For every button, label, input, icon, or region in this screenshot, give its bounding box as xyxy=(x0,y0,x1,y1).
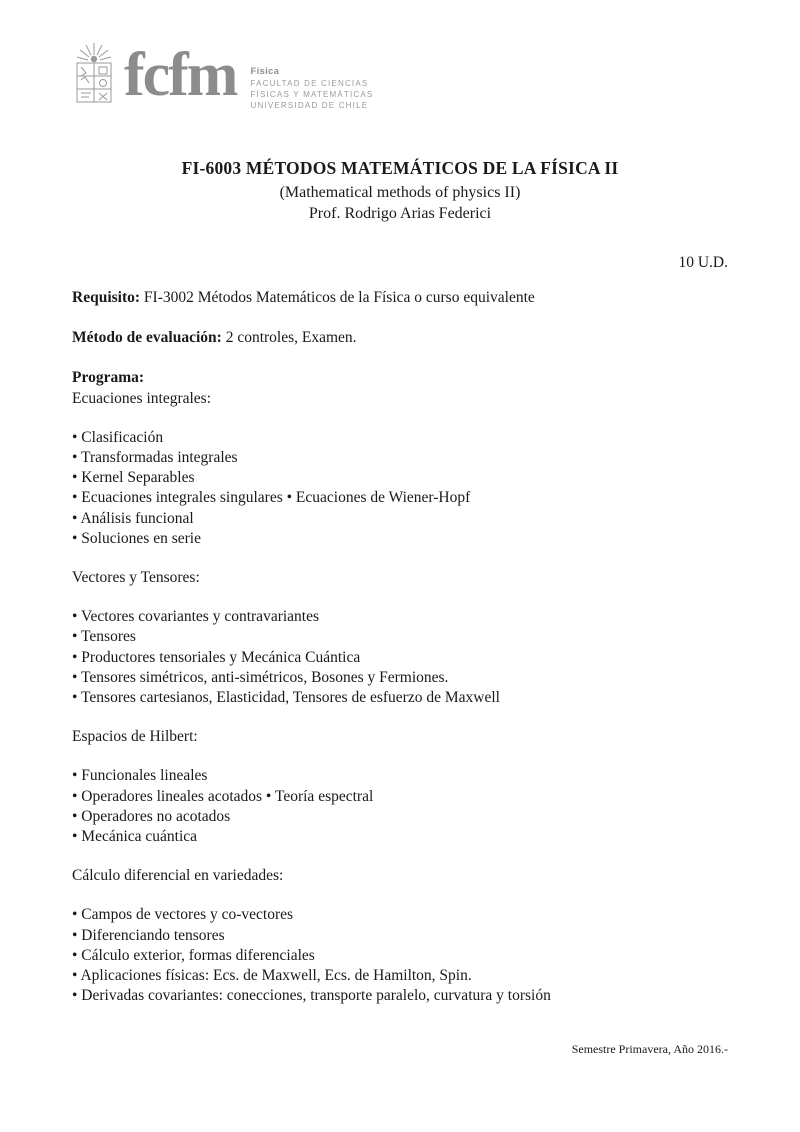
section-heading-1: Vectores y Tensores: xyxy=(72,569,200,587)
section-heading-3: Cálculo diferencial en variedades: xyxy=(72,867,284,885)
spacer xyxy=(72,886,732,905)
list-item: • Análisis funcional xyxy=(72,509,194,527)
requisite-label: Requisito: xyxy=(72,289,141,306)
logo-line-facultad: FACULTAD DE CIENCIAS xyxy=(250,79,369,88)
list-item: • Tensores simétricos, anti-simétricos, Bosones y Fermiones. xyxy=(72,668,449,686)
list-item: • Tensores cartesianos, Elasticidad, Tensores de esfuerzo de Maxwell xyxy=(72,689,500,707)
list-item: • Diferenciando tensores xyxy=(72,926,225,944)
logo-line-universidad: UNIVERSIDAD DE CHILE xyxy=(250,100,369,110)
list-item: • Aplicaciones físicas: Ecs. de Maxwell, Ecs. de Hamilton, Spin. xyxy=(72,967,472,985)
requisite-line xyxy=(72,288,732,308)
page-subtitle: (Mathematical methods of physics II) xyxy=(279,184,521,201)
spacer xyxy=(72,348,732,368)
spacer xyxy=(72,588,732,607)
section-items-2 xyxy=(72,766,732,847)
list-item: • Vectores covariantes y contravariantes xyxy=(72,608,320,626)
logo-line-fisicas: FÍSICAS Y MATEMÁTICAS xyxy=(250,89,374,99)
list-item: • Transformadas integrales xyxy=(72,449,238,467)
list-item: • Kernel Separables xyxy=(72,469,195,487)
evaluation-line xyxy=(72,328,732,348)
spacer xyxy=(72,549,732,568)
faculty-logo xyxy=(70,42,373,111)
section-heading-2: Espacios de Hilbert: xyxy=(72,728,198,746)
spacer xyxy=(72,708,732,727)
list-item: • Tensores xyxy=(72,628,136,646)
spacer xyxy=(72,308,732,328)
list-item: • Ecuaciones integrales singulares • Ecuaciones de Wiener-Hopf xyxy=(72,489,471,507)
list-item: • Campos de vectores y co-vectores xyxy=(72,906,294,924)
evaluation-label: Método de evaluación: xyxy=(72,329,222,347)
list-item: • Mecánica cuántica xyxy=(72,828,198,846)
list-item: • Operadores no acotados xyxy=(72,807,231,825)
page-title: FI-6003 MÉTODOS MATEMÁTICOS DE LA FÍSICA II xyxy=(181,158,619,178)
logo-line-fisica: Física xyxy=(250,66,280,77)
university-emblem-icon xyxy=(70,42,118,104)
list-item: • Cálculo exterior, formas diferenciales xyxy=(72,946,315,964)
section-heading-0: Ecuaciones integrales: xyxy=(72,389,212,407)
footer-semester: Semestre Primavera, Año 2016.- xyxy=(571,1042,728,1056)
requisite-value: FI-3002 Métodos Matemáticos de la Física o curso equivalente xyxy=(140,289,535,306)
section-items-1 xyxy=(72,607,732,708)
faculty-name-text xyxy=(250,66,373,111)
spacer xyxy=(72,747,732,766)
section-items-0 xyxy=(72,428,732,549)
list-item: • Operadores lineales acotados • Teoría espectral xyxy=(72,787,374,805)
list-item: • Clasificación xyxy=(72,428,164,446)
evaluation-value: 2 controles, Examen. xyxy=(221,329,357,347)
document-body xyxy=(72,288,732,1006)
list-item: • Derivadas covariantes: conecciones, transporte paralelo, curvatura y torsión xyxy=(72,987,551,1005)
list-item: • Funcionales lineales xyxy=(72,767,208,785)
list-item: • Soluciones en serie xyxy=(72,529,201,547)
spacer xyxy=(72,409,732,428)
fcfm-wordmark: fcfm xyxy=(124,41,237,109)
course-units: 10 U.D. xyxy=(678,254,728,271)
professor-name: Prof. Rodrigo Arias Federici xyxy=(308,205,492,222)
spacer xyxy=(72,847,732,866)
section-items-3 xyxy=(72,905,732,1006)
program-label: Programa: xyxy=(72,369,145,387)
list-item: • Productores tensoriales y Mecánica Cuántica xyxy=(72,648,361,666)
